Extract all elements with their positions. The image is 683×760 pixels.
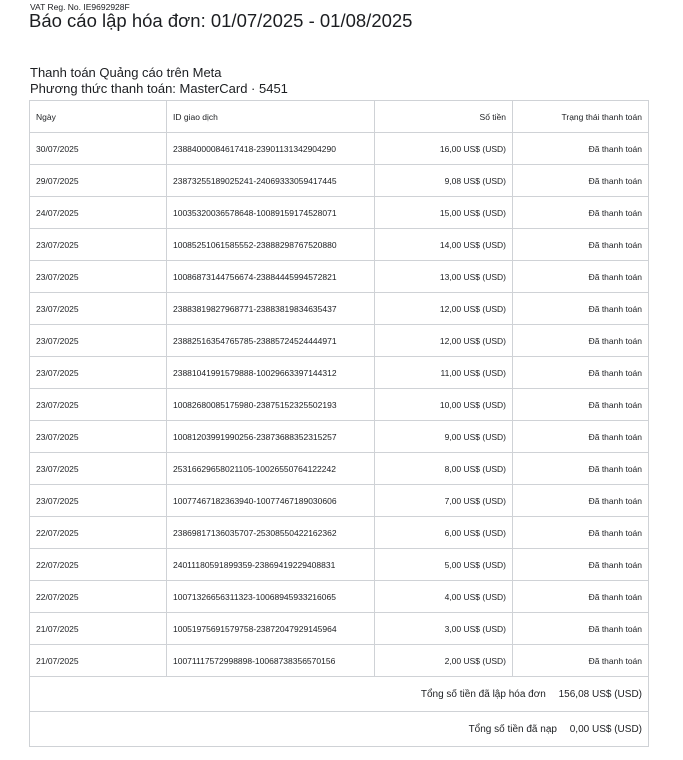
cell-status: Đã thanh toán xyxy=(513,581,649,613)
table-row xyxy=(30,421,649,453)
column-header-status: Trạng thái thanh toán xyxy=(513,101,649,133)
table-row xyxy=(30,581,649,613)
table-row xyxy=(30,517,649,549)
cell-amount: 11,00 US$ (USD) xyxy=(375,357,513,389)
cell-status: Đã thanh toán xyxy=(513,453,649,485)
cell-date: 23/07/2025 xyxy=(30,453,167,485)
cell-transaction-id: 24011180591899359-23869419229408831 xyxy=(167,549,375,581)
cell-transaction-id: 10085251061585552-23888298767520880 xyxy=(167,229,375,261)
cell-date: 29/07/2025 xyxy=(30,165,167,197)
column-header-amount: Số tiền xyxy=(375,101,513,133)
cell-date: 23/07/2025 xyxy=(30,261,167,293)
cell-status: Đã thanh toán xyxy=(513,293,649,325)
cell-amount: 3,00 US$ (USD) xyxy=(375,613,513,645)
cell-amount: 14,00 US$ (USD) xyxy=(375,229,513,261)
cell-transaction-id: 10086873144756674-23884445994572821 xyxy=(167,261,375,293)
cell-transaction-id: 25316629658021105-10026550764122242 xyxy=(167,453,375,485)
cell-date: 23/07/2025 xyxy=(30,325,167,357)
cell-date: 23/07/2025 xyxy=(30,293,167,325)
cell-amount: 9,00 US$ (USD) xyxy=(375,421,513,453)
cell-status: Đã thanh toán xyxy=(513,357,649,389)
cell-date: 23/07/2025 xyxy=(30,389,167,421)
table-row xyxy=(30,293,649,325)
cell-status: Đã thanh toán xyxy=(513,133,649,165)
table-row xyxy=(30,645,649,677)
table-row xyxy=(30,549,649,581)
table-row xyxy=(30,357,649,389)
total-billed-value: 156,08 US$ (USD) xyxy=(558,688,642,700)
table-row xyxy=(30,197,649,229)
cell-transaction-id: 10077467182363940-10077467189030606 xyxy=(167,485,375,517)
cell-transaction-id: 23869817136035707-25308550422162362 xyxy=(167,517,375,549)
table-row xyxy=(30,165,649,197)
cell-amount: 12,00 US$ (USD) xyxy=(375,325,513,357)
cell-transaction-id: 10081203991990256-23873688352315257 xyxy=(167,421,375,453)
cell-status: Đã thanh toán xyxy=(513,229,649,261)
transactions-table xyxy=(29,100,649,747)
total-billed-cell xyxy=(30,677,649,712)
cell-date: 22/07/2025 xyxy=(30,517,167,549)
column-header-transaction-id: ID giao dịch xyxy=(167,101,375,133)
cell-transaction-id: 23881041991579888-10029663397144312 xyxy=(167,357,375,389)
cell-amount: 12,00 US$ (USD) xyxy=(375,293,513,325)
cell-amount: 13,00 US$ (USD) xyxy=(375,261,513,293)
cell-status: Đã thanh toán xyxy=(513,389,649,421)
cell-status: Đã thanh toán xyxy=(513,325,649,357)
table-row xyxy=(30,325,649,357)
page-title: Báo cáo lập hóa đơn: 01/07/2025 - 01/08/2025 xyxy=(29,10,413,31)
cell-date: 30/07/2025 xyxy=(30,133,167,165)
cell-date: 22/07/2025 xyxy=(30,549,167,581)
total-billed-row xyxy=(30,677,649,712)
payment-description: Thanh toán Quảng cáo trên Meta xyxy=(30,65,222,80)
cell-date: 23/07/2025 xyxy=(30,357,167,389)
cell-transaction-id: 10082680085175980-23875152325502193 xyxy=(167,389,375,421)
cell-transaction-id: 10071117572998898-10068738356570156 xyxy=(167,645,375,677)
cell-date: 21/07/2025 xyxy=(30,645,167,677)
cell-amount: 16,00 US$ (USD) xyxy=(375,133,513,165)
cell-amount: 6,00 US$ (USD) xyxy=(375,517,513,549)
cell-status: Đã thanh toán xyxy=(513,613,649,645)
table-row xyxy=(30,261,649,293)
cell-transaction-id: 10035320036578648-10089159174528071 xyxy=(167,197,375,229)
cell-status: Đã thanh toán xyxy=(513,197,649,229)
cell-amount: 5,00 US$ (USD) xyxy=(375,549,513,581)
total-paid-label: Tổng số tiền đã nạp xyxy=(468,723,557,735)
total-paid-row xyxy=(30,712,649,747)
cell-amount: 10,00 US$ (USD) xyxy=(375,389,513,421)
cell-date: 23/07/2025 xyxy=(30,485,167,517)
cell-amount: 2,00 US$ (USD) xyxy=(375,645,513,677)
cell-transaction-id: 23884000084617418-23901131342904290 xyxy=(167,133,375,165)
total-paid-value: 0,00 US$ (USD) xyxy=(569,723,642,735)
cell-date: 21/07/2025 xyxy=(30,613,167,645)
cell-status: Đã thanh toán xyxy=(513,517,649,549)
table-row xyxy=(30,229,649,261)
table-header-row xyxy=(30,101,649,133)
transactions-body xyxy=(30,133,649,677)
cell-amount: 15,00 US$ (USD) xyxy=(375,197,513,229)
table-row xyxy=(30,389,649,421)
cell-status: Đã thanh toán xyxy=(513,485,649,517)
cell-transaction-id: 10071326656311323-10068945933216065 xyxy=(167,581,375,613)
cell-transaction-id: 23873255189025241-24069333059417445 xyxy=(167,165,375,197)
cell-transaction-id: 10051975691579758-23872047929145964 xyxy=(167,613,375,645)
total-paid-cell xyxy=(30,712,649,747)
cell-date: 22/07/2025 xyxy=(30,581,167,613)
cell-amount: 4,00 US$ (USD) xyxy=(375,581,513,613)
vat-reg-number: VAT Reg. No. IE9692928F xyxy=(30,2,130,12)
cell-status: Đã thanh toán xyxy=(513,261,649,293)
cell-date: 23/07/2025 xyxy=(30,421,167,453)
total-billed-label: Tổng số tiền đã lập hóa đơn xyxy=(420,688,546,700)
table-row xyxy=(30,613,649,645)
cell-amount: 7,00 US$ (USD) xyxy=(375,485,513,517)
column-header-date: Ngày xyxy=(30,101,167,133)
table-row xyxy=(30,133,649,165)
table-row xyxy=(30,485,649,517)
cell-status: Đã thanh toán xyxy=(513,549,649,581)
cell-status: Đã thanh toán xyxy=(513,421,649,453)
cell-date: 24/07/2025 xyxy=(30,197,167,229)
cell-date: 23/07/2025 xyxy=(30,229,167,261)
payment-method: Phương thức thanh toán: MasterCard · 5451 xyxy=(30,81,288,96)
cell-transaction-id: 23883819827968771-23883819834635437 xyxy=(167,293,375,325)
cell-amount: 8,00 US$ (USD) xyxy=(375,453,513,485)
cell-amount: 9,08 US$ (USD) xyxy=(375,165,513,197)
table-row xyxy=(30,453,649,485)
cell-transaction-id: 23882516354765785-23885724524444971 xyxy=(167,325,375,357)
cell-status: Đã thanh toán xyxy=(513,165,649,197)
cell-status: Đã thanh toán xyxy=(513,645,649,677)
